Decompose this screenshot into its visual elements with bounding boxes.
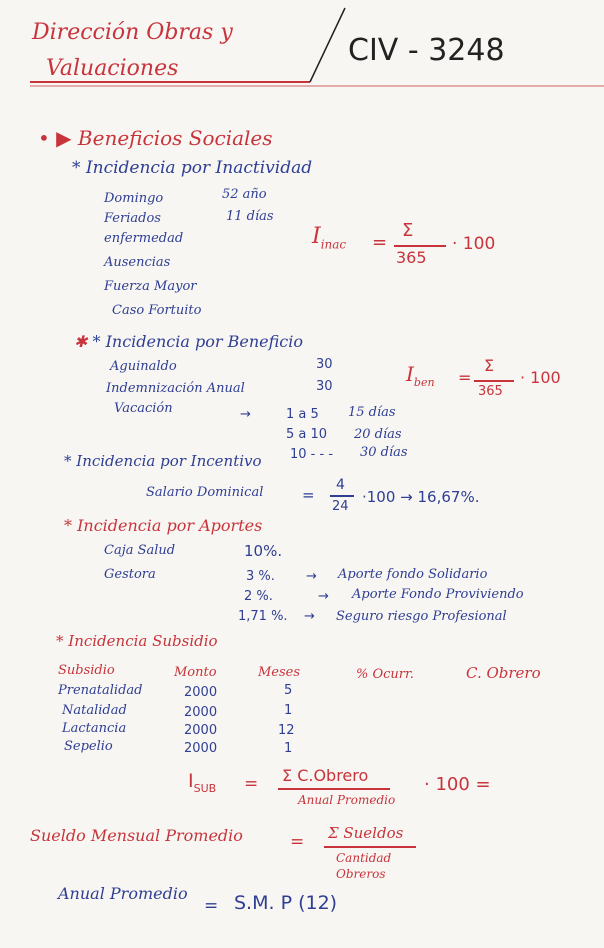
ben-formula-eq: = [458,368,472,387]
inactividad-heading: * Incidencia por Inactividad [72,158,313,178]
sub-formula-label: $I_{SUB}$ [188,770,217,795]
subsidio-row-3-monto: 2000 [184,723,218,738]
caja-salud-value: 10%. [244,542,283,560]
inac-formula-label: $I_{inac}$ [312,224,347,252]
vacacion-range-2: 5 a 10 [286,427,328,442]
feriados-value: 11 días [226,209,274,224]
incentivo-tail: ·100 → 16,67%. [362,488,480,506]
beneficio-heading: ✱ * Incidencia por Beneficio [74,332,303,351]
inactividad-item-domingo: Domingo [104,191,164,206]
subsidio-col-cobrero: C. Obrero [466,664,541,682]
subsidio-row-4-name: Sepelio [64,739,113,754]
section-title: • ▶ Beneficios Sociales [38,126,273,150]
sueldo-den-line1: Cantidad [336,851,392,865]
incentivo-fraction-bar [330,495,354,497]
vacacion-days-1: 15 días [348,405,396,420]
ben-formula-num: Σ [484,356,495,375]
sueldo-mensual-label: Sueldo Mensual Promedio [30,826,243,845]
subsidio-row-3-name: Lactancia [62,721,127,736]
vacacion-arrow-icon: → [240,407,251,422]
beneficio-item-vacacion: Vacación [114,401,173,416]
ben-formula-label: $I_{ben}$ [406,362,435,389]
subsidio-row-2-name: Natalidad [62,703,127,718]
aporte-pct-2: 2 %. [244,589,273,604]
inac-formula-tail: · 100 [452,234,496,254]
subsidio-row-2-meses: 1 [284,703,293,718]
domingo-value: 52 año [222,187,267,202]
sueldo-eq: = [290,832,305,852]
indemnizacion-value: 30 [316,379,333,394]
sub-fraction-bar [278,788,390,790]
subsidio-row-1-meses: 5 [284,683,293,698]
aguinaldo-value: 30 [316,357,333,372]
aporte-desc-3: Seguro riesgo Profesional [336,609,507,624]
incentivo-num: 4 [336,477,345,493]
subsidio-row-1-monto: 2000 [184,685,218,700]
aporte-arrow-1-icon: → [306,569,317,584]
ben-formula-den: 365 [478,384,503,399]
bullet-arrow-icon: • ▶ [38,126,78,150]
sub-formula-tail: · 100 = [424,774,491,795]
sueldo-num: Σ Sueldos [328,824,404,842]
inactividad-item-caso-fortuito: Caso Fortuito [112,303,202,318]
subsidio-heading: * Incidencia Subsidio [56,632,218,650]
inac-formula-num: Σ [402,220,414,241]
vacacion-days-3: 30 días [360,445,408,460]
aportes-heading: * Incidencia por Aportes [64,516,263,535]
inactividad-item-fuerza-mayor: Fuerza Mayor [104,279,197,294]
sueldo-den-line2: Obreros [336,867,386,881]
gestora-label: Gestora [104,567,156,582]
subsidio-row-4-monto: 2000 [184,741,218,756]
subsidio-col-subsidio: Subsidio [58,663,115,678]
beneficio-item-indemnizacion: Indemnización Anual [106,381,245,396]
subsidio-row-1-name: Prenatalidad [58,683,143,698]
caja-salud-label: Caja Salud [104,543,176,558]
inactividad-item-feriados: Feriados [104,211,161,226]
anual-eq: = [204,896,219,916]
vacacion-days-2: 20 días [354,427,402,442]
vacacion-range-3: 10 - - - [290,447,334,462]
incentivo-eq: = [302,486,315,504]
subsidio-row-2-monto: 2000 [184,705,218,720]
subsidio-row-4-meses: 1 [284,741,293,756]
inac-formula-eq: = [372,232,388,253]
incentivo-heading: * Incidencia por Incentivo [64,452,262,470]
ben-formula-tail: · 100 [520,368,561,387]
course-code: CIV - 3248 [348,33,505,68]
aporte-pct-3: 1,71 %. [238,609,288,624]
sub-formula-num: Σ C.Obrero [282,766,369,785]
anual-promedio-label: Anual Promedio [58,884,188,903]
sub-formula-den: Anual Promedio [298,793,396,807]
anual-value: S.M. P (12) [234,892,338,914]
subsidio-col-meses: Meses [258,665,301,680]
inactividad-item-enfermedad: enfermedad [104,231,184,246]
asterisk-icon: ✱ [74,332,88,351]
sub-formula-eq: = [244,774,259,794]
vacacion-range-1: 1 a 5 [286,407,319,422]
subsidio-col-monto: Monto [174,665,217,680]
subsidio-col-ocurr: % Ocurr. [356,667,414,682]
ben-fraction-bar [474,380,514,382]
subsidio-row-3-meses: 12 [278,723,295,738]
sueldo-fraction-bar [324,846,416,848]
salario-dominical-label: Salario Dominical [146,485,264,500]
aporte-arrow-2-icon: → [318,589,329,604]
aporte-pct-1: 3 %. [246,569,275,584]
beneficio-item-aguinaldo: Aguinaldo [110,359,177,374]
header-title-line2: Valuaciones [46,56,179,81]
aporte-desc-2: Aporte Fondo Proviviendo [352,587,524,602]
aporte-arrow-3-icon: → [304,609,315,624]
aporte-desc-1: Aporte fondo Solidario [338,567,488,582]
inactividad-item-ausencias: Ausencias [104,255,171,270]
inac-formula-den: 365 [396,248,427,267]
incentivo-den: 24 [332,499,349,514]
inac-fraction-bar [394,245,446,247]
header-title-line1: Dirección Obras y [32,20,233,45]
